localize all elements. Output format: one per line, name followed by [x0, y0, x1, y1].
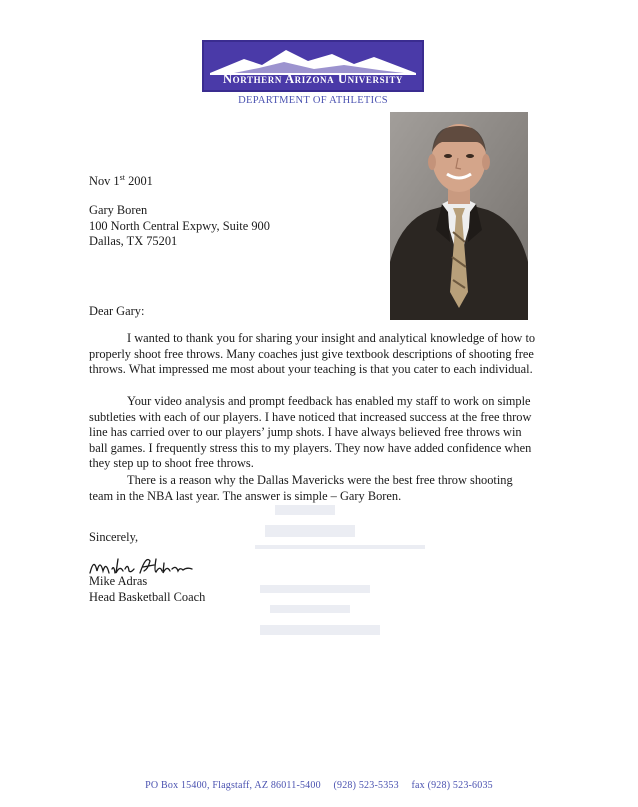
sender-title: Head Basketball Coach	[89, 589, 206, 604]
letter-date: Nov 1st 2001	[89, 172, 153, 188]
closing: Sincerely,	[89, 530, 139, 544]
salutation: Dear Gary:	[89, 304, 145, 318]
paragraph-2: Your video analysis and prompt feedback has enabled my staff to work on simple subtleties with each of our players. I have noticed that increased success at the free throw line has carried over to our players’ jump shots. I have always believed free throws win ball games. I frequently stress this to my players. They now have added confidence when they step up to shoot free throws.	[89, 394, 532, 470]
coach-photo	[390, 112, 528, 320]
footer-address: PO Box 15400, Flagstaff, AZ 86011-5400	[145, 780, 321, 791]
portrait-image	[390, 112, 528, 320]
sender-name: Mike Adras	[89, 574, 148, 588]
recipient-city: Dallas, TX 75201	[89, 234, 178, 248]
show-through-marks	[255, 505, 435, 645]
university-logo	[202, 40, 424, 92]
letterhead-footer	[0, 780, 638, 791]
recipient-address	[89, 203, 270, 250]
paragraph-3: There is a reason why the Dallas Mavericks were the best free throw shooting team in the NBA last year. The answer is simple – Gary Boren.	[89, 473, 513, 503]
footer-fax: fax (928) 523-6035	[411, 780, 493, 791]
footer-phone: (928) 523-5353	[333, 780, 399, 791]
recipient-street: 100 North Central Expwy, Suite 900	[89, 218, 270, 233]
sender-block	[89, 574, 205, 605]
recipient-name: Gary Boren	[89, 203, 148, 217]
department-name: DEPARTMENT OF ATHLETICS	[238, 95, 388, 106]
paragraph-1: I wanted to thank you for sharing your insight and analytical knowledge of how to properly shoot free throws. Many coaches just give textbook descriptions of shooting free throws. What impressed me most about your teaching is that you cater to each individual.	[89, 331, 536, 376]
university-name: Northern Arizona University	[222, 72, 404, 86]
